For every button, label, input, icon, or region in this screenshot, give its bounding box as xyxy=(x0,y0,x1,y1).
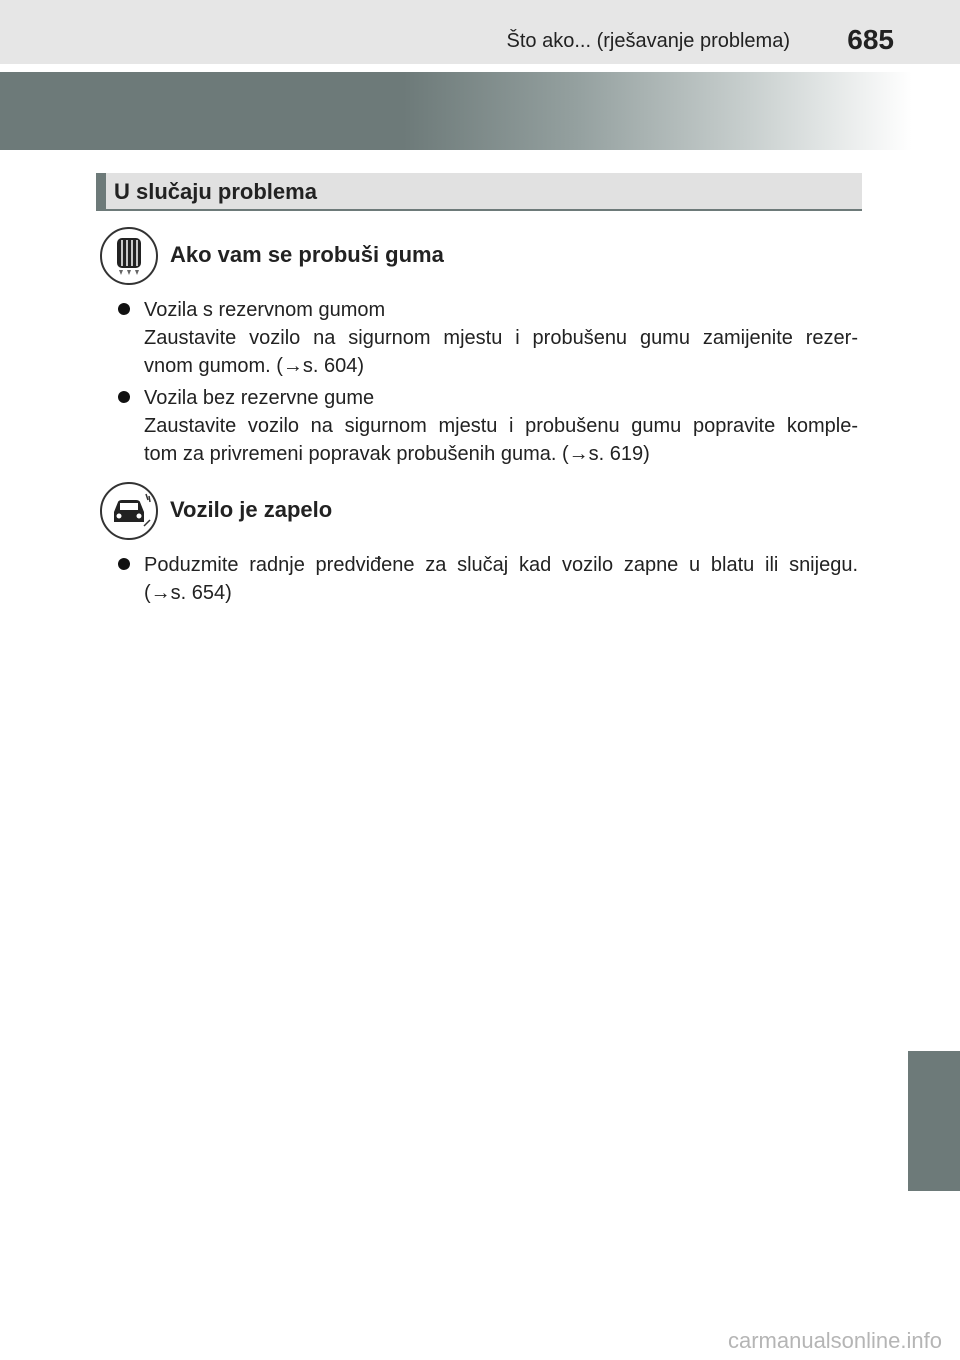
subheading-vehicle-stuck: Vozilo je zapelo xyxy=(170,497,333,522)
watermark: carmanualsonline.info xyxy=(727,1328,942,1353)
item-line: (→s. 654) xyxy=(144,582,232,604)
item-line: tom za privremeni popravak probušenih guma. (→s. 619) xyxy=(144,443,650,465)
flat-tire-icon xyxy=(100,227,158,285)
section-title: U slučaju problema xyxy=(114,179,317,204)
page-header xyxy=(0,0,960,64)
section-accent-bar xyxy=(96,173,106,211)
decorative-banner xyxy=(0,72,960,150)
list-item xyxy=(118,384,858,468)
list-item xyxy=(118,551,858,607)
bullet-icon xyxy=(118,303,130,315)
page-number: 685 xyxy=(847,24,894,55)
bullet-icon xyxy=(118,558,130,570)
list-item xyxy=(118,296,858,380)
subheading-flat-tire: Ako vam se probuši guma xyxy=(170,242,444,267)
item-line: Zaustavite vozilo na sigurnom mjestu i probušenu gumu popravite komple- xyxy=(144,415,858,437)
item-line: Poduzmite radnje predviđene za slučaj kad vozilo zapne u blatu ili snijegu. xyxy=(144,554,858,576)
chapter-side-tab xyxy=(908,1051,960,1191)
header-title: Što ako... (rješavanje problema) xyxy=(506,30,790,52)
stuck-vehicle-icon xyxy=(100,482,158,540)
bullet-icon xyxy=(118,391,130,403)
item-title: Vozila bez rezervne gume xyxy=(144,387,375,409)
item-line: vnom gumom. (→s. 604) xyxy=(144,355,365,377)
item-title: Vozila s rezervnom gumom xyxy=(144,299,386,321)
item-line: Zaustavite vozilo na sigurnom mjestu i probušenu gumu zamijenite rezer- xyxy=(144,327,858,349)
section-header xyxy=(96,173,862,211)
